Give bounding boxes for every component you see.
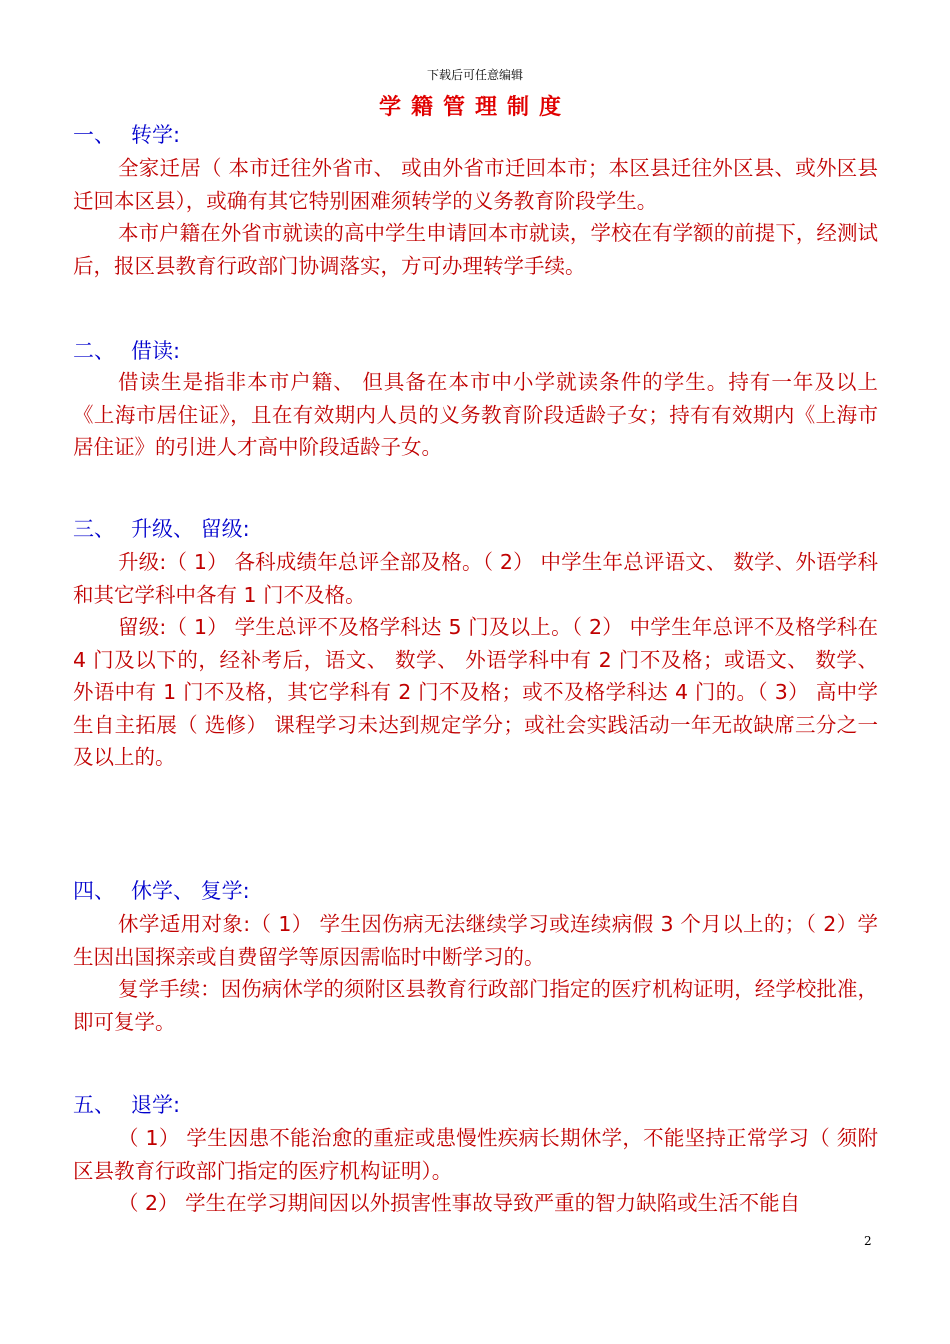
section-1-paragraph-2: 本市户籍在外省市就读的高中学生申请回本市就读，学校在有学额的前提下，经测试后，报区县教育行政部门协调落实，方可办理转学手续。 <box>73 221 878 278</box>
section-heading-4 <box>73 876 250 906</box>
section-heading-2 <box>73 336 180 366</box>
section-title-3: 升级、 留级: <box>131 517 250 541</box>
section-heading-5 <box>73 1090 180 1120</box>
section-3-paragraph-1: 升级:（ 1） 各科成绩年总评全部及格。（ 2） 中学生年总评语文、 数学、外语学科和其它学科中各有 1 门不及格。 <box>73 550 878 607</box>
section-4-paragraph-2: 复学手续：因伤病休学的须附区县教育行政部门指定的医疗机构证明，经学校批准，即可复学。 <box>73 977 878 1034</box>
section-1-paragraph-1: 全家迁居（ 本市迁往外省市、 或由外省市迁回本市；本区县迁往外区县、或外区县迁回本区县），或确有其它特别困难须转学的义务教育阶段学生。 <box>73 156 878 213</box>
section-2-paragraph-1: 借读生是指非本市户籍、 但具备在本市中小学就读条件的学生。持有一年及以上《上海市居住证》，且在有效期内人员的义务教育阶段适龄子女；持有有效期内《上海市居住证》的引进人才高中阶段适龄子女。 <box>73 370 878 459</box>
section-5-paragraph-1: （ 1） 学生因患不能治愈的重症或患慢性疾病长期休学，不能坚持正常学习（ 须附区县教育行政部门指定的医疗机构证明）。 <box>73 1126 878 1183</box>
section-title-1: 转学: <box>131 123 181 147</box>
section-title-5: 退学: <box>131 1093 181 1117</box>
header-note: 下载后可任意编辑 <box>426 68 523 82</box>
section-number-3: 三、 <box>73 517 115 541</box>
section-heading-3 <box>73 514 250 544</box>
section-title-4: 休学、 复学: <box>131 879 250 903</box>
section-5-paragraph-2: （ 2） 学生在学习期间因以外损害性事故导致严重的智力缺陷或生活不能自 <box>118 1191 801 1215</box>
section-number-4: 四、 <box>73 879 115 903</box>
section-heading-1 <box>73 120 180 150</box>
section-title-2: 借读: <box>131 339 181 363</box>
section-number-2: 二、 <box>73 339 115 363</box>
section-4-paragraph-1: 休学适用对象:（ 1） 学生因伤病无法继续学习或连续病假 3 个月以上的；（ 2）学生因出国探亲或自费留学等原因需临时中断学习的。 <box>73 912 878 969</box>
page-number: 2 <box>864 1234 872 1248</box>
section-number-5: 五、 <box>73 1093 115 1117</box>
section-number-1: 一、 <box>73 123 115 147</box>
section-3-paragraph-2: 留级:（ 1） 学生总评不及格学科达 5 门及以上。（ 2） 中学生年总评不及格学科在 4 门及以下的，经补考后，语文、 数学、 外语学科中有 2 门不及格；或语文、 数学、 外语中有 1 门不及格，其它学科有 2 门不及格；或不及格学科达 4 门的。（ 3） 高中学生自主拓展（ 选修） 课程学习未达到规定学分；或社会实践活动一年无故缺席三分之一及以上的。 <box>73 615 878 769</box>
page-title: 学籍管理制度 <box>378 95 571 120</box>
